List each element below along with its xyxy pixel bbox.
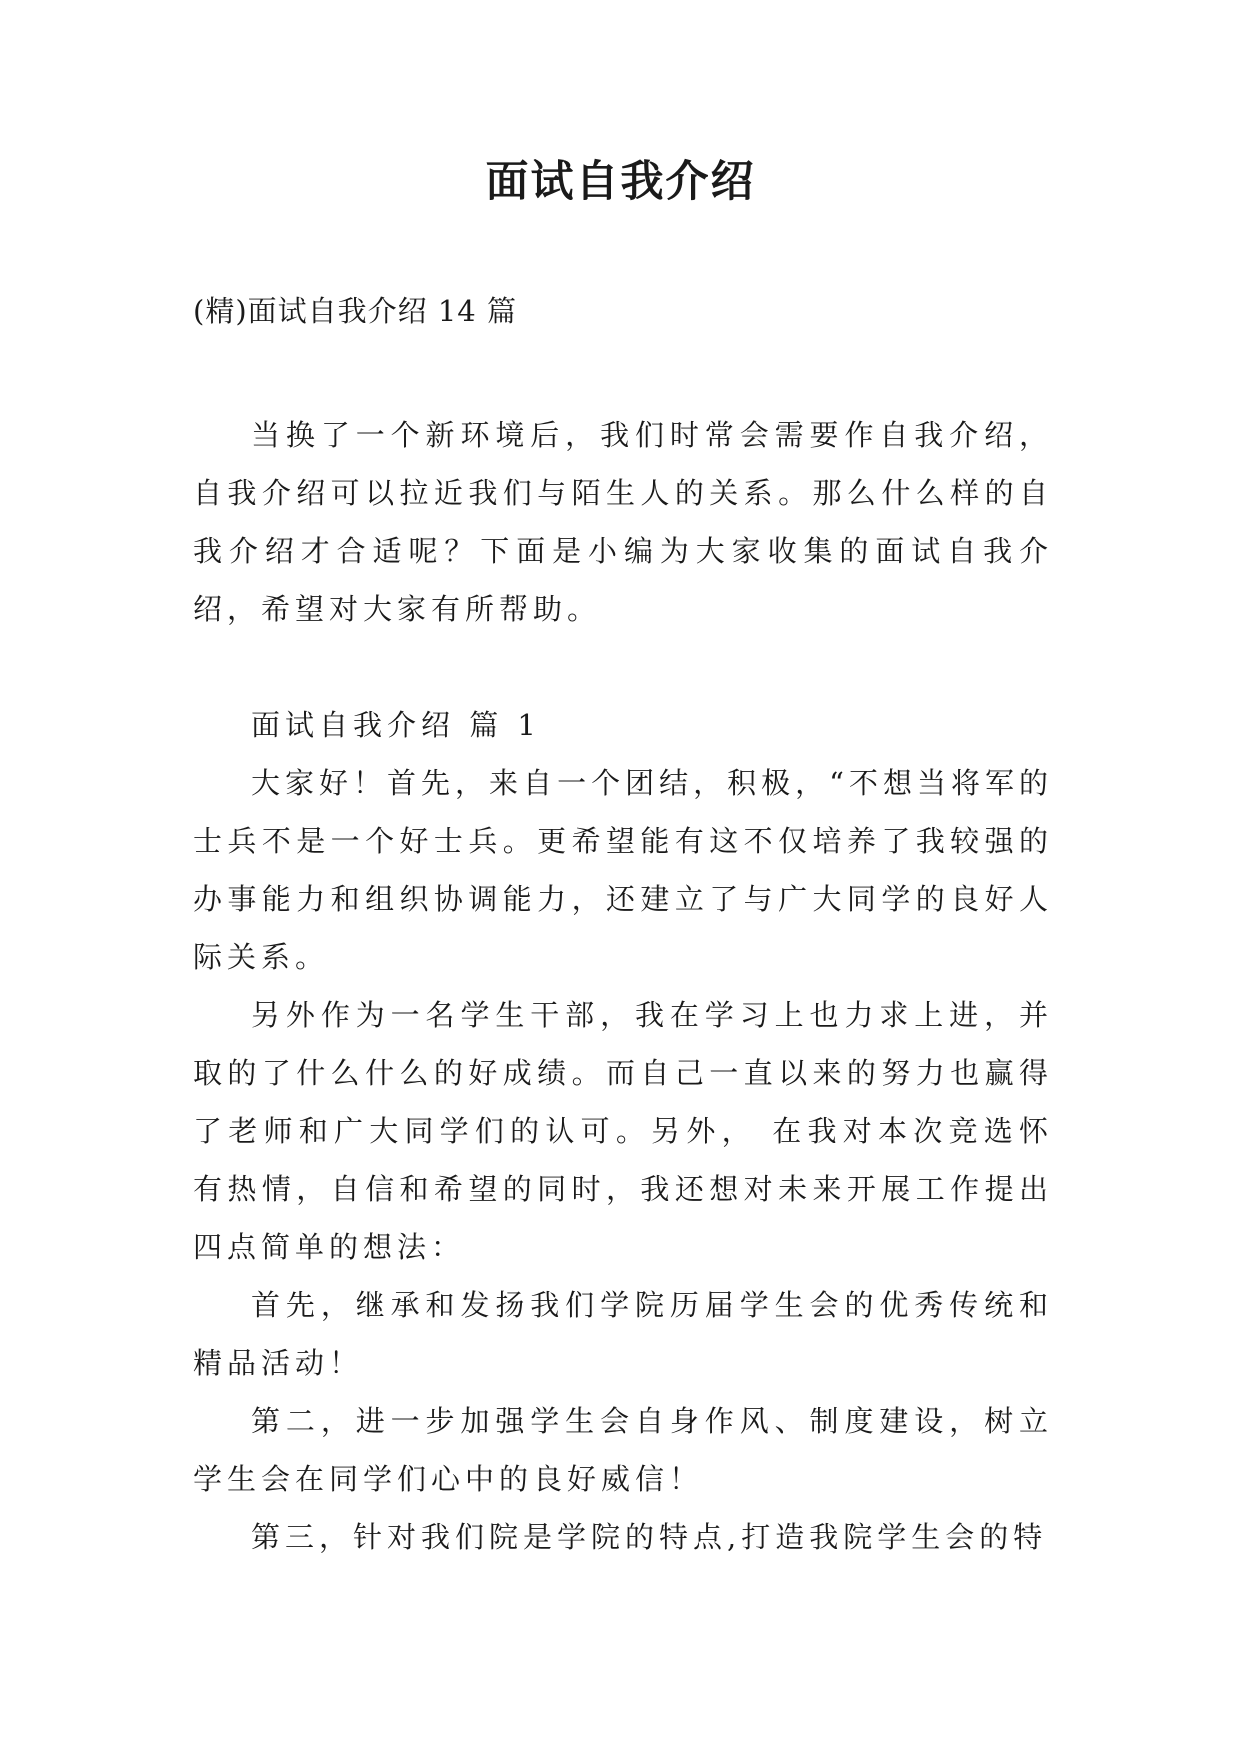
document-body [193, 406, 1053, 1566]
intro-paragraph: 当换了一个新环境后，我们时常会需要作自我介绍，自我介绍可以拉近我们与陌生人的关系。那么什么样的自我介绍才合适呢？下面是小编为大家收集的面试自我介绍，希望对大家有所帮助。 [193, 418, 1053, 626]
body-paragraph: 第二，进一步加强学生会自身作风、制度建设，树立学生会在同学们心中的良好威信！ [193, 1404, 1053, 1496]
paragraph-gap [193, 638, 1053, 696]
document-title: 面试自我介绍 [485, 157, 756, 207]
body-paragraph: 大家好！首先，来自一个团结，积极，“不想当将军的士兵不是一个好士兵。更希望能有这不仅培养了我较强的办事能力和组织协调能力，还建立了与广大同学的良好人际关系。 [193, 766, 1053, 974]
body-paragraph: 第三，针对我们院是学院的特点,打造我院学生会的特 [251, 1520, 1048, 1554]
body-paragraph: 另外作为一名学生干部，我在学习上也力求上进，并取的了什么什么的好成绩。而自己一直以来的努力也赢得了老师和广大同学们的认可。另外， 在我对本次竞选怀有热情，自信和希望的同时，我还想对未来开展工作提出四点简单的想法： [193, 998, 1053, 1264]
document-subtitle: (精)面试自我介绍 14 篇 [193, 294, 517, 328]
body-paragraph: 首先，继承和发扬我们学院历届学生会的优秀传统和精品活动！ [193, 1288, 1053, 1380]
section-heading: 面试自我介绍 篇 1 [251, 708, 541, 742]
